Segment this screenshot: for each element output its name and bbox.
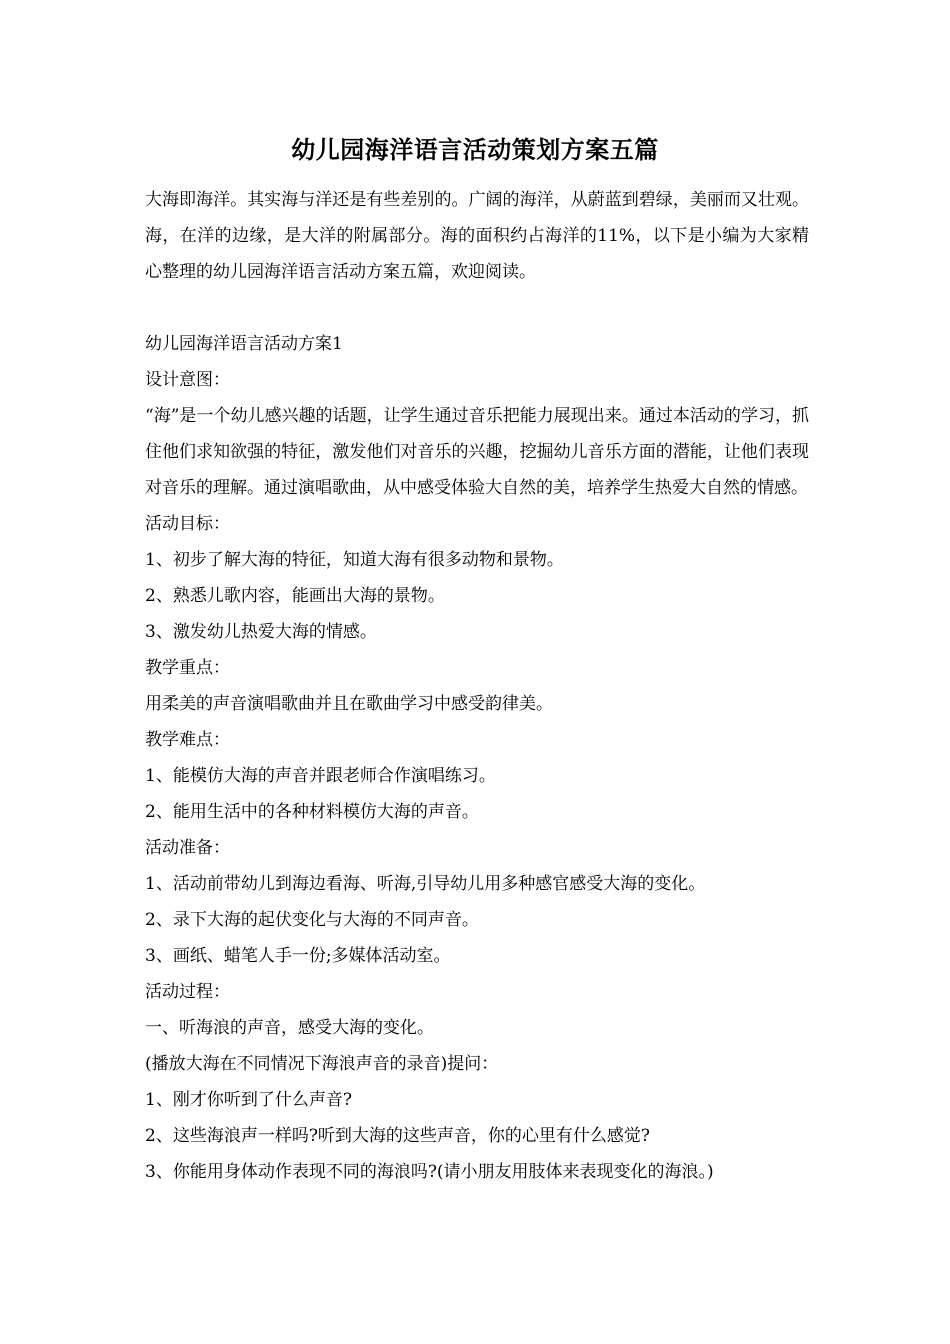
goal-item: 3、激发幼儿热爱大海的情感。 (145, 622, 377, 642)
document-body (145, 326, 809, 1190)
section-heading: 幼儿园海洋语言活动方案1 (145, 334, 343, 354)
process-label: 活动过程： (145, 982, 230, 1002)
process-step: 一、听海浪的声音，感受大海的变化。 (145, 1018, 434, 1038)
preparation-item: 2、录下大海的起伏变化与大海的不同声音。 (145, 910, 479, 930)
design-intent-paragraph: “海”是一个幼儿感兴趣的话题，让学生通过音乐把能力展现出来。通过本活动的学习，抓住他们求知欲强的特征，激发他们对音乐的兴趣，挖掘幼儿音乐方面的潜能，让他们表现对音乐的理解。通过演唱歌曲，从中感受体验大自然的美，培养学生热爱大自然的情感。 (145, 406, 809, 498)
difficulty-item: 1、能模仿大海的声音并跟老师合作演唱练习。 (145, 766, 496, 786)
goal-item: 1、初步了解大海的特征，知道大海有很多动物和景物。 (145, 550, 564, 570)
goal-item: 2、熟悉儿歌内容，能画出大海的景物。 (145, 586, 445, 606)
key-points-label: 教学重点： (145, 658, 230, 678)
preparation-item: 3、画纸、蜡笔人手一份;多媒体活动室。 (145, 946, 451, 966)
preparation-label: 活动准备： (145, 838, 230, 858)
preparation-item: 1、活动前带幼儿到海边看海、听海,引导幼儿用多种感官感受大海的变化。 (145, 874, 706, 894)
intro-paragraph: 大海即海洋。其实海与洋还是有些差别的。广阔的海洋，从蔚蓝到碧绿，美丽而又壮观。海，在洋的边缘，是大洋的附属部分。海的面积约占海洋的11%，以下是小编为大家精心整理的幼儿园海洋语言活动方案五篇，欢迎阅读。 (145, 190, 809, 282)
design-intent-label: 设计意图： (145, 370, 230, 390)
difficulty-item: 2、能用生活中的各种材料模仿大海的声音。 (145, 802, 479, 822)
question-item: 3、你能用身体动作表现不同的海浪吗?(请小朋友用肢体来表现变化的海浪。) (145, 1162, 714, 1182)
document-title: 幼儿园海洋语言活动策划方案五篇 (291, 135, 659, 164)
goals-label: 活动目标： (145, 514, 230, 534)
question-item: 2、这些海浪声一样吗?听到大海的这些声音，你的心里有什么感觉? (145, 1126, 651, 1146)
key-points-text: 用柔美的声音演唱歌曲并且在歌曲学习中感受韵律美。 (145, 694, 553, 714)
process-note: (播放大海在不同情况下海浪声音的录音)提问： (145, 1054, 499, 1074)
question-item: 1、刚才你听到了什么声音? (145, 1090, 352, 1110)
difficulties-label: 教学难点： (145, 730, 230, 750)
